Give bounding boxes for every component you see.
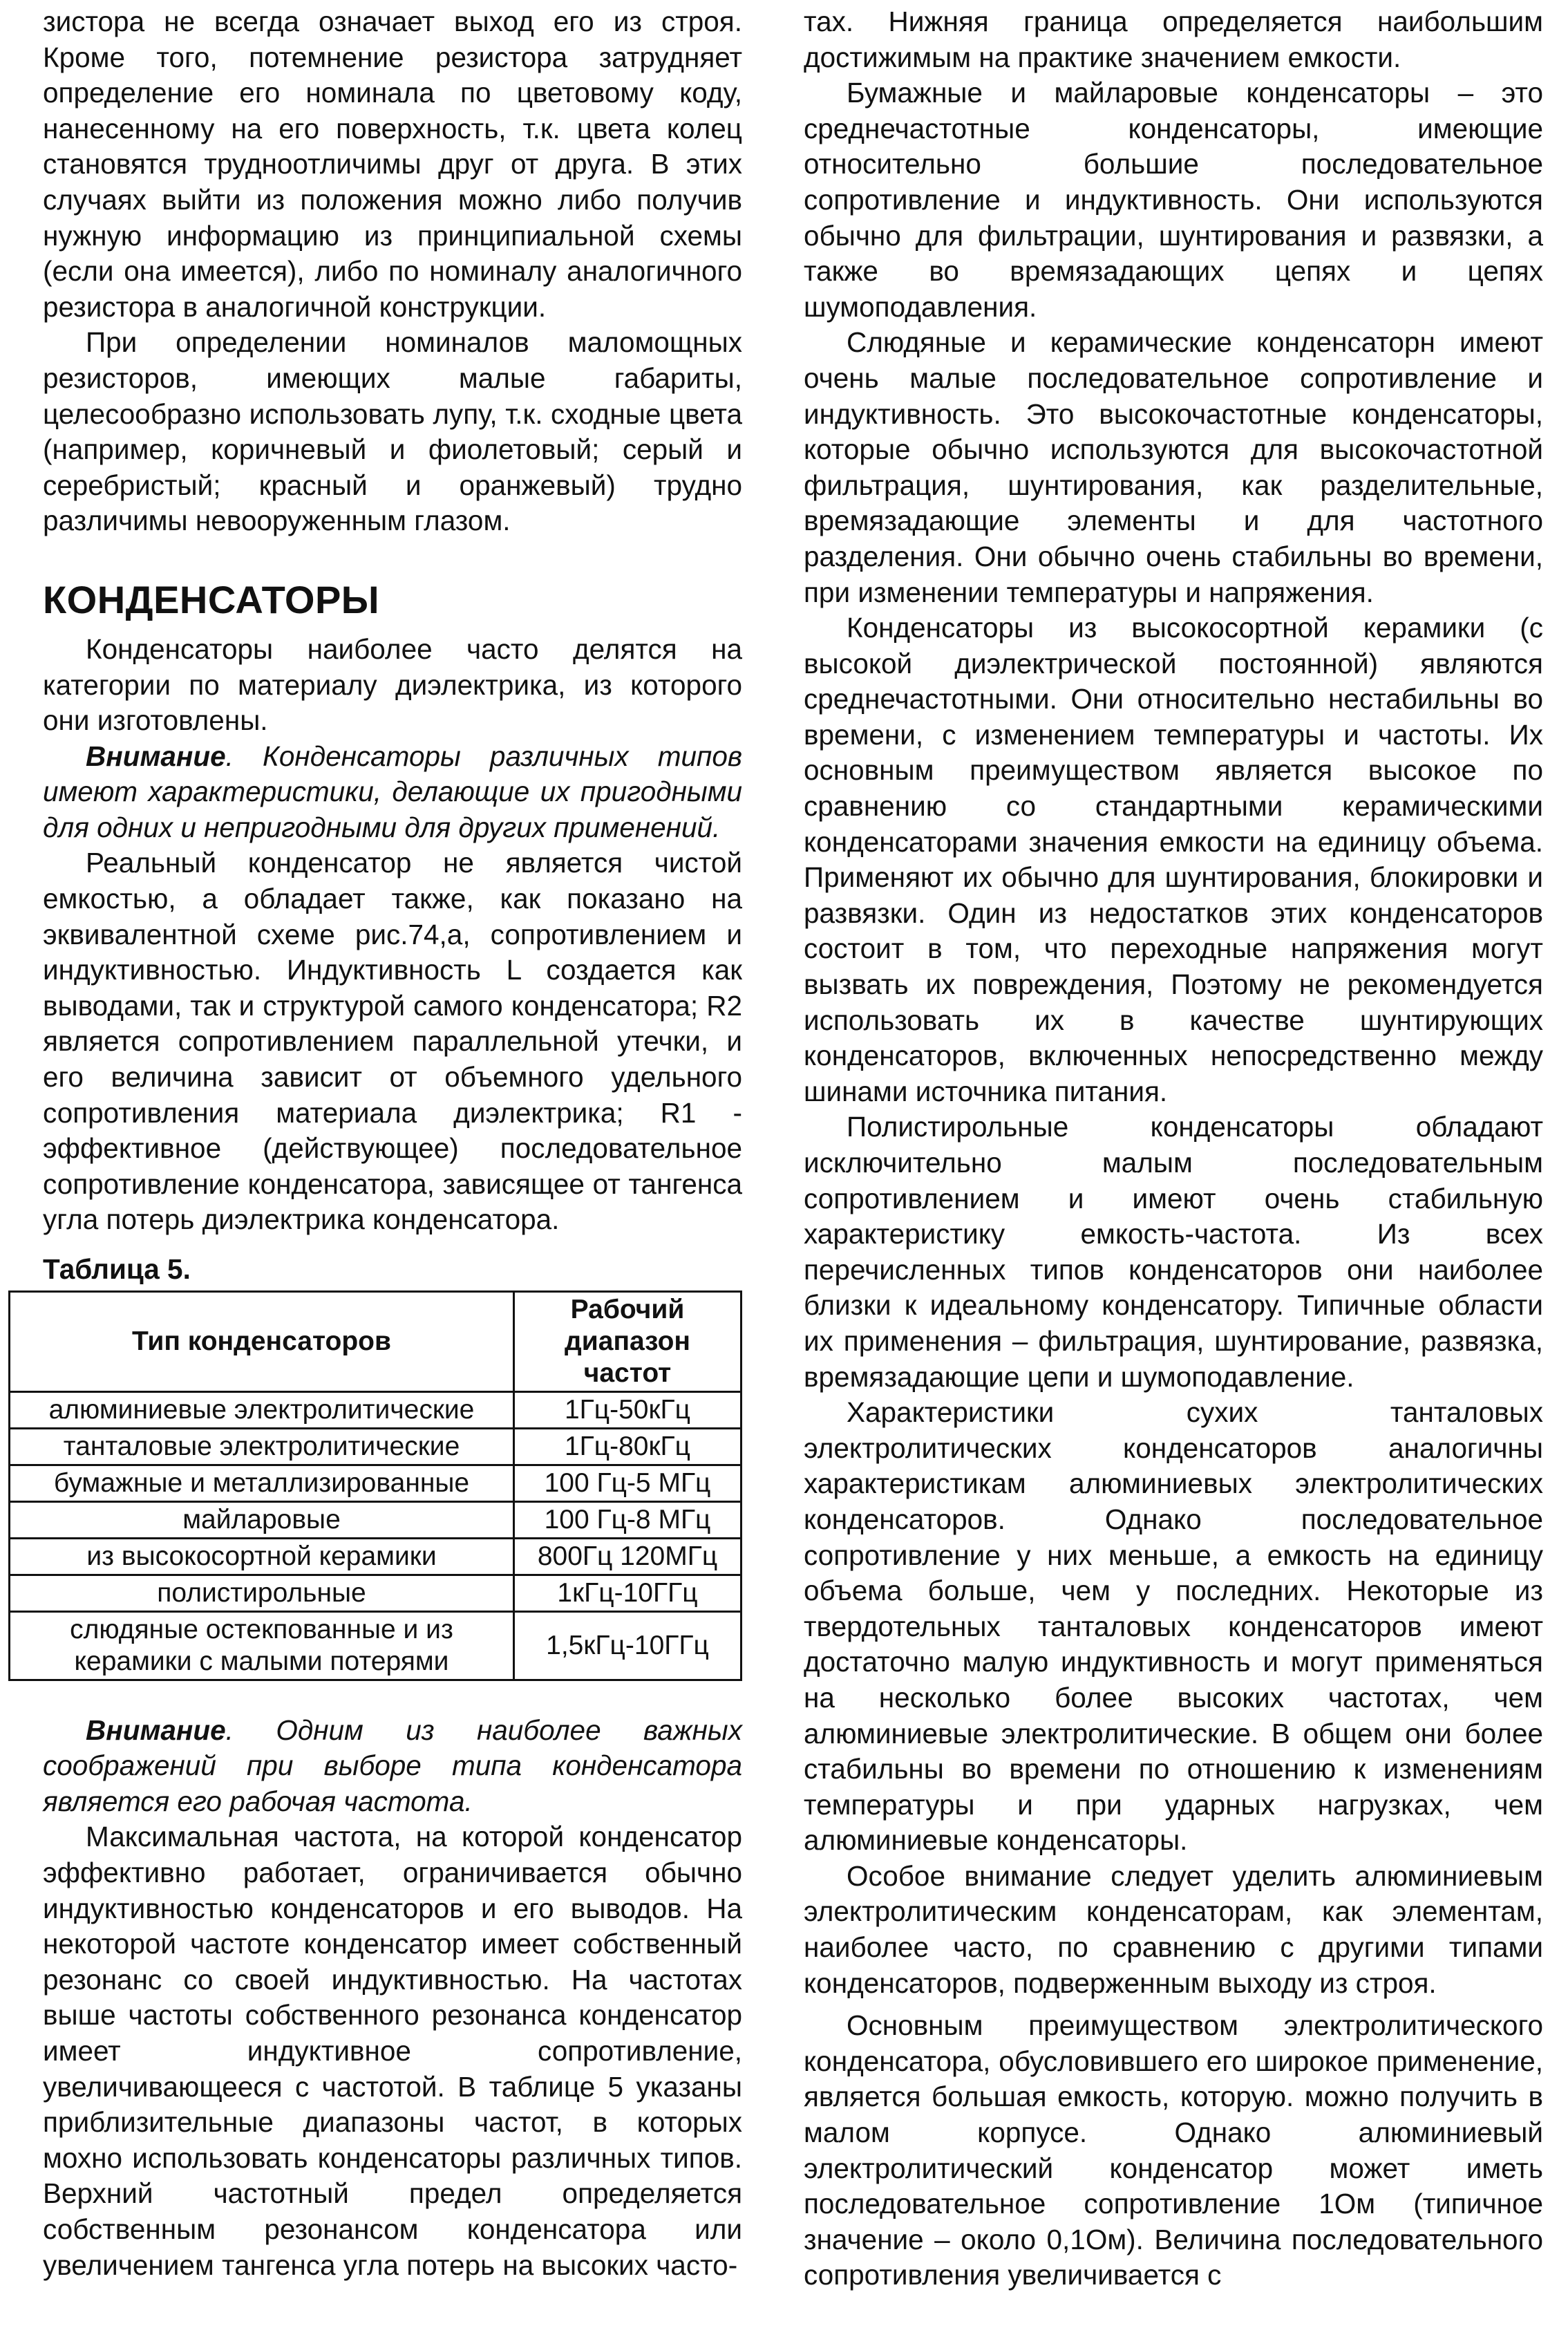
table-row bbox=[10, 1538, 742, 1575]
cell-range: 100 Гц-5 МГц bbox=[514, 1465, 742, 1501]
column-header-type: Тип конденсаторов bbox=[10, 1291, 514, 1391]
paragraph: тах. Нижняя граница определяется наибольшим достижимым на практике значением емкости. bbox=[804, 6, 1543, 73]
cell-type: бумажные и металлизированные bbox=[10, 1465, 514, 1501]
section-heading: КОНДЕНСАТОРЫ bbox=[43, 577, 380, 621]
capacitor-frequency-table bbox=[8, 1290, 742, 1681]
paragraph: Конденсаторы из высокосортной керамики (с высокой диэлектрической постоянной) являются среднечастотными. Они относительно нестабильны во времени, с изменением температуры и частоты. Их основным преимуществом является высокое по сравнению со стандартными керамическими конденсаторами значения емкости на единицу объема. Применяют их обычно для шунтирования, блокировки и развязки. Один из недостатков этих конденсаторов состоит в том, что переходные напряжения могут вызвать их повреждения, Поэтому не рекомендуется использовать их в качестве шунтирующих конденсаторов, включенных непосредственно между шинами источника питания. bbox=[804, 612, 1543, 1107]
cell-type: танталовые электролитические bbox=[10, 1428, 514, 1465]
note-text: . Одним из наиболее важных соображений при выборе типа конденсатора является его рабочая частота. bbox=[43, 1714, 742, 1817]
cell-range: 100 Гц-8 МГц bbox=[514, 1501, 742, 1538]
paragraph: зистора не всегда означает выход его из строя. Кроме того, потемнение резистора затрудняет определение его номинала по цветовому коду, нанесенному на его поверхность, т.к. цвета колец становятся трудноотличимы друг от друга. В этих случаях выйти из положения можно либо получив нужную информацию из принципиальной схемы (если она имеется), либо по номиналу аналогичного резистора в аналогичной конструкции. bbox=[43, 6, 742, 323]
cell-type: из высокосортной керамики bbox=[10, 1538, 514, 1575]
paragraph: Бумажные и майларовые конденсаторы – это среднечастотные конденсаторы, имеющие относительно большие последовательное сопротивление и индуктивность. Они используются обычно для фильтрации, шунтирования и развязки, а также во времязадающих цепях и цепях шумоподавления. bbox=[804, 77, 1543, 323]
table-row bbox=[10, 1428, 742, 1465]
note-paragraph bbox=[43, 739, 742, 846]
table-caption: Таблица 5. bbox=[43, 1253, 191, 1285]
cell-type: полистирольные bbox=[10, 1575, 514, 1611]
table-header-row bbox=[10, 1291, 742, 1391]
paragraph-gap bbox=[804, 2001, 1543, 2008]
table-row bbox=[10, 1611, 742, 1680]
cell-type: слюдяные остекпованные и из керамики с малыми потерями bbox=[10, 1611, 514, 1680]
note-label: Внимание bbox=[86, 740, 226, 772]
cell-range: 1Гц-50кГц bbox=[514, 1391, 742, 1428]
paragraph: Полистирольные конденсаторы обладают исключительно малым последовательным сопротивлением и имеют очень стабильную характеристику емкость-частота. Из всех перечисленных типов конденсаторов они наиболее близки к идеальному конденсатору. Типичные области их применения – фильтрация, шунтирование, развязка, времязадающие цепи и шумоподавление. bbox=[804, 1111, 1543, 1393]
left-column bbox=[43, 4, 742, 2283]
note-paragraph bbox=[43, 1713, 742, 1820]
cell-type: алюминиевые электролитические bbox=[10, 1391, 514, 1428]
cell-range: 1,5кГц-10ГГц bbox=[514, 1611, 742, 1680]
cell-range: 800Гц 120МГц bbox=[514, 1538, 742, 1575]
paragraph: Слюдяные и керамические конденсаторн имеют очень малые последовательное сопротивление и индуктивность. Это высокочастотные конденсаторы, которые обычно используются для высокочастотной фильтрация, шунтирования, как разделительные, времязадающие элементы и для частотного разделения. Они обычно очень стабильны во времени, при изменении температуры и напряжения. bbox=[804, 326, 1543, 608]
cell-range: 1Гц-80кГц bbox=[514, 1428, 742, 1465]
table-row bbox=[10, 1575, 742, 1611]
paragraph: Конденсаторы наиболее часто делятся на категории по материалу диэлектрика, из которого они изготовлены. bbox=[43, 632, 742, 737]
paragraph: Реальный конденсатор не является чистой емкостью, а обладает также, как показано на эквивалентной схеме рис.74,а, сопротивлением и индуктивностью. Индуктивность L создается как выводами, так и структурой самого конденсатора; R2 является сопротивлением параллельной утечки, и его величина зависит от объемного удельного сопротивления материала диэлектрика; R1 - эффективное (действующее) последовательное сопротивление конденсатора, зависящее от тангенса угла потерь диэлектрика конденсатора. bbox=[43, 847, 742, 1236]
paragraph: Характеристики сухих танталовых электролитических конденсаторов аналогичны характеристикам алюминиевых электролитических конденсаторов. Однако последовательное сопротивление у них меньше, а емкость на единицу объема больше, чем у последних. Некоторые из твердотельных танталовых конденсаторов имеют достаточно малую индуктивность и могут применяться на несколько более высоких частотах, чем алюминиевые электролитические. В общем они более стабильны во времени по отношению к изменениям температуры и при ударных нагрузках, чем алюминиевые конденсаторы. bbox=[804, 1396, 1543, 1857]
paragraph: При определении номиналов маломощных резисторов, имеющих малые габариты, целесообразно использовать лупу, т.к. сходные цвета (например, коричневый и фиолетовый; серый и серебристый; красный и оранжевый) трудно различимы невооруженным глазом. bbox=[43, 326, 742, 537]
table-row bbox=[10, 1391, 742, 1428]
paragraph: Особое внимание следует уделить алюминиевым электролитическим конденсаторам, как элементам, наиболее часто, по сравнению с другими типами конденсаторов, подверженным выходу из строя. bbox=[804, 1859, 1543, 1999]
paragraph: Основным преимуществом электролитического конденсатора, обусловившего его широкое применение, является большая емкость, которую. можно получить в малом корпусе. Однако алюминиевый электролитический конденсатор может иметь последовательное сопротивление 1Ом (типичное значение – около 0,1Ом). Величина последовательного сопротивления увеличивается с bbox=[804, 2009, 1543, 2291]
table-row bbox=[10, 1501, 742, 1538]
table-row bbox=[10, 1465, 742, 1501]
column-header-range: Рабочий диапазон частот bbox=[514, 1291, 742, 1391]
cell-type: майларовые bbox=[10, 1501, 514, 1538]
note-label: Внимание bbox=[86, 1714, 226, 1746]
cell-range: 1кГц-10ГГц bbox=[514, 1575, 742, 1611]
paragraph: Максимальная частота, на которой конденсатор эффективно работает, ограничивается обычно индуктивностью конденсаторов и его выводов. На некоторой частоте конденсатор имеет собственный резонанс со своей индуктивностью. На частотах выше частоты собственного резонанса конденсатор имеет индуктивное сопротивление, увеличивающееся с частотой. В таблице 5 указаны приблизительные диапазоны частот, в которых мохно использовать конденсаторы различных типов. Верхний частотный предел определяется собственным резонансом конденсатора или увеличением тангенса угла потерь на высоких часто- bbox=[43, 1821, 742, 2281]
right-column bbox=[804, 4, 1543, 2293]
note-text: . Конденсаторы различных типов имеют характеристики, делающие их пригодными для одних и непригодными для других применений. bbox=[43, 740, 742, 843]
